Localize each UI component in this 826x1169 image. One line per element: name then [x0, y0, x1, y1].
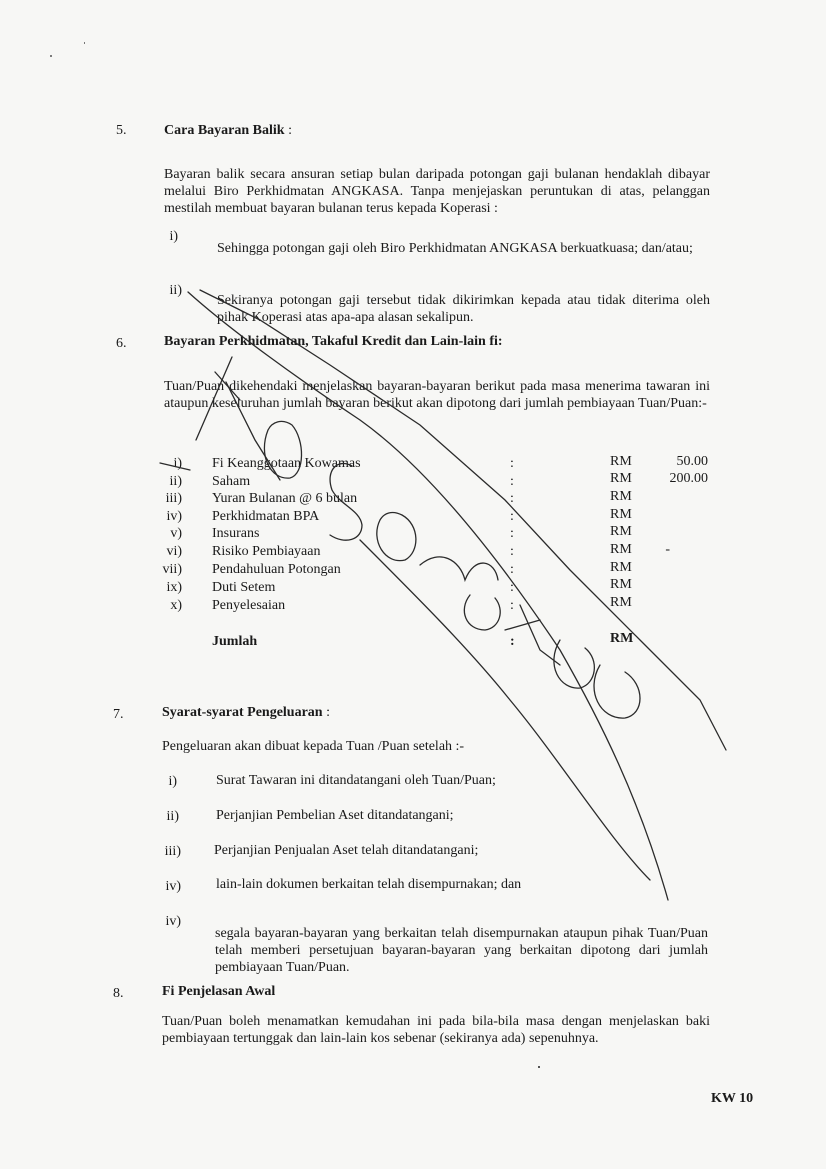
section-7-number: 7.	[113, 707, 124, 722]
fee-number: iii)	[165, 491, 182, 506]
section-5-item-1-text: Sehingga potongan gaji oleh Biro Perkhidmatan ANGKASA berkuatkuasa; dan/atau;	[217, 241, 693, 256]
fee-currency: RM	[610, 507, 632, 522]
fee-colon: :	[510, 509, 514, 524]
scan-speck	[50, 55, 52, 57]
section-5-paragraph: Bayaran balik secara ansuran setiap bulan daripada potongan gaji bulanan hendaklah dibayar melalui Biro Perkhidmatan ANGKASA. Tanpa menjejaskan peruntukan di atas, pelanggan mestilah membuat bayaran bulanan terus kepada Koperasi :	[164, 167, 710, 216]
section-8-number: 8.	[113, 986, 124, 1001]
fee-number: iv)	[166, 509, 182, 524]
section-6-number: 6.	[116, 336, 127, 351]
section-7-intro: Pengeluaran akan dibuat kepada Tuan /Puan setelah :-	[162, 739, 465, 754]
section-5-item-2-text: Sekiranya potongan gaji tersebut tidak dikirimkan kepada atau tidak diterima oleh pihak Koperasi atas apa-apa alasan sekalipun.	[217, 293, 710, 325]
fee-colon: :	[510, 526, 514, 541]
fee-number: vii)	[162, 562, 182, 577]
pen-stroke	[594, 665, 640, 718]
fee-currency: RM	[610, 595, 632, 610]
fee-colon: :	[510, 491, 514, 506]
section-7-title: Syarat-syarat Pengeluaran	[162, 705, 323, 720]
section-8-title: Fi Penjelasan Awal	[162, 984, 276, 999]
section-6-paragraph: Tuan/Puan dikehendaki menjelaskan bayaran-bayaran berikut pada masa menerima tawaran ini ataupun keseluruhan jumlah bayaran berikut akan dipotong dari jumlah pembiayaan Tuan/Puan:-	[164, 379, 710, 411]
section-7-item-1-text: Surat Tawaran ini ditandatangani oleh Tuan/Puan;	[216, 773, 496, 788]
fee-currency: RM	[610, 471, 632, 486]
section-7-item-4-number: iv)	[165, 879, 181, 894]
fee-label: Pendahuluan Potongan	[212, 562, 341, 577]
fee-number: i)	[173, 456, 182, 471]
pen-stroke	[520, 605, 560, 665]
fee-number: ii)	[169, 474, 182, 489]
fee-number: v)	[170, 526, 182, 541]
fee-label: Penyelesaian	[212, 598, 286, 613]
fee-currency: RM	[610, 560, 632, 575]
fee-currency: RM	[610, 489, 632, 504]
pen-stroke	[420, 557, 498, 580]
section-7-item-3-number: iii)	[164, 844, 181, 859]
section-7-item-3-text: Perjanjian Penjualan Aset telah ditandatangani;	[214, 843, 479, 858]
section-6-title: Bayaran Perkhidmatan, Takaful Kredit dan Lain-lain fi:	[164, 334, 503, 349]
fee-label: Insurans	[212, 526, 260, 541]
fee-currency: RM	[610, 577, 632, 592]
section-5-number: 5.	[116, 123, 127, 138]
fee-amount: -	[665, 542, 670, 557]
fee-currency: RM	[610, 542, 632, 557]
fee-amount: 200.00	[669, 471, 708, 486]
total-label: Jumlah	[212, 634, 258, 649]
fee-number: ix)	[166, 580, 182, 595]
fee-label: Yuran Bulanan @ 6 bulan	[212, 491, 358, 506]
fee-colon: :	[510, 474, 514, 489]
fee-number: vi)	[166, 544, 182, 559]
pen-stroke	[505, 620, 540, 630]
pen-stroke	[360, 540, 650, 880]
section-5-title-suffix: :	[284, 123, 292, 138]
fee-currency: RM	[610, 524, 632, 539]
total-currency: RM	[610, 631, 634, 646]
fee-label: Duti Setem	[212, 580, 276, 595]
fee-label: Fi Keanggotaan Kowamas	[212, 456, 361, 471]
scan-speck	[538, 1066, 540, 1068]
pen-stroke	[377, 513, 416, 561]
fee-label: Risiko Pembiayaan	[212, 544, 321, 559]
fee-number: x)	[170, 598, 182, 613]
section-5-title: Cara Bayaran Balik	[164, 123, 285, 138]
pen-stroke	[464, 595, 500, 630]
fee-colon: :	[510, 598, 514, 613]
fee-colon: :	[510, 562, 514, 577]
section-5-heading	[164, 122, 292, 139]
fee-colon: :	[510, 580, 514, 595]
fee-colon: :	[510, 456, 514, 471]
section-7-item-5-number: iv)	[165, 914, 181, 929]
section-7-item-2-text: Perjanjian Pembelian Aset ditandatangani;	[216, 808, 454, 823]
fee-label: Perkhidmatan BPA	[212, 509, 320, 524]
page-code: KW 10	[711, 1091, 754, 1106]
section-5-item-1-number: i)	[169, 229, 178, 244]
fee-currency: RM	[610, 454, 632, 469]
fee-colon: :	[510, 544, 514, 559]
fee-amount: 50.00	[676, 454, 708, 469]
section-5-item-2-number: ii)	[169, 283, 182, 298]
section-7-item-2-number: ii)	[166, 809, 179, 824]
scan-speck	[84, 42, 85, 44]
total-colon: :	[510, 634, 515, 649]
section-7-heading	[162, 704, 330, 721]
section-8-paragraph: Tuan/Puan boleh menamatkan kemudahan ini pada bila-bila masa dengan menjelaskan baki pembiayaan tertunggak dan lain-lain kos sebenar (sekiranya ada) sepenuhnya.	[162, 1014, 710, 1046]
section-7-item-4-text: lain-lain dokumen berkaitan telah disempurnakan; dan	[216, 877, 522, 892]
section-7-item-1-number: i)	[168, 774, 177, 789]
pen-stroke	[554, 640, 594, 688]
fee-label: Saham	[212, 474, 251, 489]
section-7-title-suffix: :	[322, 705, 330, 720]
section-7-item-5-text: segala bayaran-bayaran yang berkaitan telah disempurnakan ataupun pihak Tuan/Puan telah memberi persetujuan bayaran-bayaran yang berkaitan dipotong dari jumlah pembiayaan Tuan/Puan.	[215, 926, 708, 975]
